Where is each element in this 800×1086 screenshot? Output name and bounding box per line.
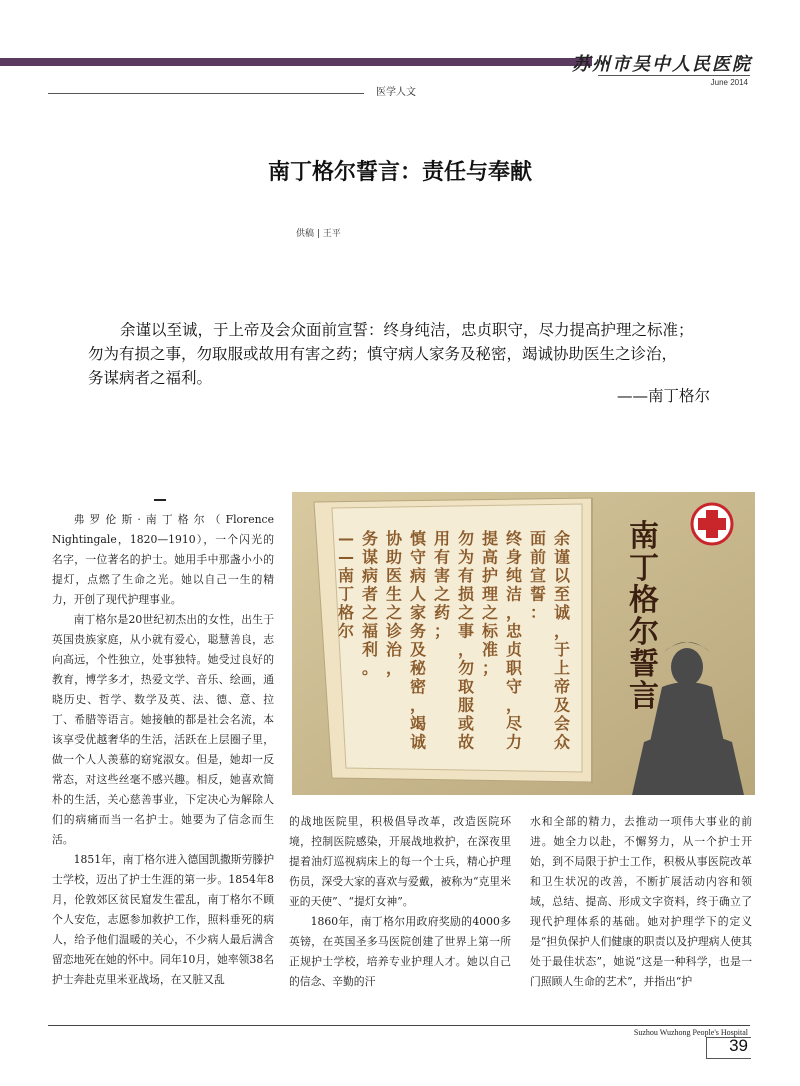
- book-text-char: 有: [457, 566, 475, 585]
- book-text-char: 力: [505, 732, 523, 752]
- book-text-char: 上: [553, 658, 571, 678]
- book-text-char: 取: [457, 677, 475, 696]
- paragraph: 水和全部的精力，去推动一项伟大事业的前进。她全力以赴，不懈努力，从一个护士开始，到不局限于护士工作，积极从事医院改革和卫生状况的改善，不断扩展活动内容和领域，总结、提高、形成文字资料，终于确立了现代护理体系的基础。她对护理学下的定义是“担负保护人们健康的职责以及护理病人使其处于最佳状态”，她说“这是一种科学，也是一门照顾人生命的艺术”，并指出“护: [530, 815, 752, 988]
- book-text-char: 务: [409, 621, 427, 641]
- article-title: 南丁格尔誓言：责任与奉献: [267, 160, 532, 185]
- book-text-char: 生: [385, 584, 403, 604]
- book-text-char: 勿: [457, 529, 475, 548]
- article-byline: 供稿 | 王平: [296, 229, 341, 239]
- book-text-char: ，: [505, 603, 523, 622]
- book-text-char: 药: [433, 603, 451, 622]
- header-rule: [598, 75, 750, 76]
- book-text-char: ，: [457, 640, 475, 659]
- book-text-char: ；: [433, 621, 451, 641]
- book-text-char: 家: [409, 603, 427, 622]
- book-text-char: 诚: [409, 732, 427, 752]
- section-rule: [48, 93, 364, 94]
- book-text-char: 故: [457, 732, 475, 752]
- book-text-char: 高: [481, 547, 499, 567]
- book-text-char: 病: [409, 566, 427, 585]
- paragraph: 南丁格尔是20世纪初杰出的女性，出生于英国贵族家庭，从小就有爱心，聪慧善良，志向高远，个性独立，处事独特。她受过良好的教育，博学多才，热爱文学、音乐、绘画，通晓历史、哲学、数学及英、法、德、意、拉丁、希腊等语言。她接触的都是社会名流，本该享受优越奢华的生活，活跃在上层圈子里，做一个人人羡慕的窈窕淑女。但是，她却一反常态，对这些丝毫不感兴趣。相反，她喜欢简朴的生活，关心慈善事业，下定决心为解除人们的病痛而当一名护士。她要为了信念而生活。: [52, 613, 274, 846]
- book-text-char: 协: [385, 529, 403, 548]
- book-text-char: 勿: [457, 658, 475, 678]
- book-text-char: 至: [553, 584, 571, 604]
- book-text-char: ：: [529, 603, 547, 622]
- book-text-char: 护: [481, 566, 499, 585]
- book-text-char: 职: [505, 658, 523, 678]
- section-label: 医学人文: [376, 87, 416, 98]
- title-char: 誓: [629, 647, 659, 682]
- book-text-char: 标: [481, 621, 499, 641]
- book-text-char: 众: [553, 732, 571, 752]
- book-text-char: 贞: [505, 640, 523, 659]
- book-text-char: 务: [361, 529, 379, 548]
- book-text-char: 损: [457, 584, 475, 604]
- book-text-char: 面: [529, 529, 547, 548]
- book-text-char: 用: [433, 529, 451, 548]
- book-text-char: 或: [457, 714, 475, 733]
- body-column-3: [530, 812, 752, 992]
- book-text-char: 身: [505, 547, 523, 567]
- book-text-char: 诚: [553, 603, 571, 622]
- book-text-char: 利: [361, 640, 379, 659]
- book-text-char: 慎: [409, 529, 427, 548]
- book-text-char: 守: [409, 547, 427, 567]
- footer-hospital-name: Suzhou Wuzhong People's Hospital: [633, 1028, 748, 1037]
- book-text-char: 之: [457, 603, 475, 622]
- paragraph: 弗罗伦斯·南丁格尔（Florence Nightingale，1820—1910），一个闪光的名字，一位著名的护士。她用手中那盏小小的提灯，点燃了生命之光。她以自己一生的精力，开创了现代护理事业。: [52, 513, 274, 606]
- nightingale-pledge-image: [292, 492, 755, 795]
- pledge-illustration: [292, 492, 755, 795]
- body-column-2: [289, 812, 511, 992]
- book-text-char: 医: [385, 566, 403, 585]
- book-text-char: 治: [385, 640, 403, 659]
- book-text-char: 会: [553, 714, 571, 733]
- book-text-char: ；: [481, 658, 499, 678]
- book-text-char: 洁: [505, 584, 523, 604]
- footer-rule: [48, 1025, 750, 1026]
- book-text-char: 终: [505, 529, 523, 548]
- book-text-char: 格: [337, 603, 355, 622]
- book-text-char: 人: [409, 584, 427, 604]
- title-char: 格: [629, 583, 659, 618]
- body-column-1: [52, 510, 274, 990]
- title-char: 尔: [629, 615, 659, 650]
- title-char: 言: [629, 679, 659, 714]
- book-text-char: 竭: [409, 714, 427, 733]
- book-text-char: 南: [337, 566, 355, 585]
- book-text-char: 以: [553, 566, 571, 585]
- book-text-char: 尽: [505, 714, 523, 733]
- red-cross-horizontal: [698, 518, 726, 530]
- header-color-bar: [0, 58, 592, 66]
- vertical-title: [629, 519, 659, 714]
- paragraph: 的战地医院里，积极倡导改革，改造医院环境，控制医院感染，开展战地救护，在深夜里提着油灯巡视病床上的每一个士兵，精心护理伤员，深受大家的喜欢与爱戴，被称为“克里米亚的天使”、“提灯女神”。: [289, 815, 511, 908]
- book-text-char: 丁: [337, 584, 355, 604]
- book-text-char: 事: [457, 621, 475, 641]
- quote-line: 勿为有损之事，勿取服或故用有害之药；慎守病人家务及秘密，竭诚协助医生之诊治，: [88, 345, 678, 363]
- title-char: 南: [629, 519, 659, 554]
- book-text-char: 秘: [409, 658, 427, 678]
- book-text-char: —: [338, 529, 354, 548]
- book-text-char: 福: [361, 621, 379, 641]
- book-text-char: 宣: [529, 566, 547, 585]
- book-text-char: 及: [409, 640, 427, 659]
- quote-line: 余谨以至诚，于上帝及会众面前宣誓：终身纯洁，忠贞职守，尽力提高护理之标准；: [120, 321, 694, 339]
- book-text-char: 之: [481, 603, 499, 622]
- book-text-char: —: [338, 547, 354, 567]
- book-text-char: 者: [361, 584, 379, 604]
- book-text-char: 为: [457, 547, 475, 567]
- book-text-char: 害: [433, 566, 451, 585]
- quote-line: 务谋病者之福利。: [88, 369, 213, 387]
- paragraph: 1860年，南丁格尔用政府奖励的4000多英镑，在英国圣多马医院创建了世界上第一所正规护士学校，培养专业护理人才。她以自己的信念、辛勤的汗: [289, 915, 511, 988]
- paragraph: 1851年，南丁格尔进入德国凯撒斯劳滕护士学校，迈出了护士生涯的第一步。1854年8月，伦敦郊区贫民窟发生霍乱，南丁格尔不顾个人安危，志愿参加救护工作，照料垂死的病人，给予他们温暖的关心，不少病人最后满含留恋地死在她的怀中。同年10月，她率领38名护士奔赴克里米亚战场，在又脏又乱: [52, 853, 274, 986]
- title-char: 丁: [629, 551, 659, 586]
- book-text-char: ，: [553, 621, 571, 641]
- book-text-char: 助: [385, 547, 403, 567]
- book-text-char: 余: [553, 529, 571, 548]
- book-text-char: 之: [385, 603, 403, 622]
- book-text-char: 前: [529, 547, 547, 567]
- book-text-char: ，: [385, 658, 403, 678]
- page-number: 39: [729, 1036, 748, 1055]
- issue-date: June 2014: [710, 78, 748, 87]
- book-text-char: 及: [553, 695, 571, 715]
- book-text-char: 誓: [529, 584, 547, 604]
- quote-attribution: ——南丁格尔: [616, 387, 710, 405]
- hospital-name: 苏州市吴中人民医院: [572, 54, 752, 75]
- book-text-char: 密: [409, 677, 427, 696]
- book-text-char: 理: [481, 584, 499, 604]
- book-text-char: 忠: [505, 621, 523, 641]
- book-text-char: 谋: [361, 547, 379, 567]
- book-text-char: 准: [481, 640, 499, 659]
- book-text-char: ，: [409, 695, 427, 715]
- book-text-char: 之: [361, 603, 379, 622]
- book-text-char: 守: [505, 677, 523, 696]
- book-text-char: 服: [457, 695, 475, 715]
- book-text-char: 提: [481, 529, 499, 548]
- book-text-char: ，: [505, 695, 523, 715]
- book-text-char: 之: [433, 584, 451, 604]
- book-text-char: 谨: [553, 547, 571, 567]
- section-dash: [154, 499, 166, 501]
- book-text-char: 诊: [385, 621, 403, 641]
- book-text-char: 。: [361, 658, 379, 678]
- book-text-char: 尔: [337, 621, 355, 641]
- book-text-char: 纯: [505, 566, 523, 585]
- book-text-char: 病: [361, 566, 379, 585]
- book-text-char: 有: [433, 547, 451, 567]
- book-text-char: 于: [553, 640, 571, 659]
- pledge-quote: [88, 318, 728, 390]
- book-text-char: 帝: [553, 677, 571, 696]
